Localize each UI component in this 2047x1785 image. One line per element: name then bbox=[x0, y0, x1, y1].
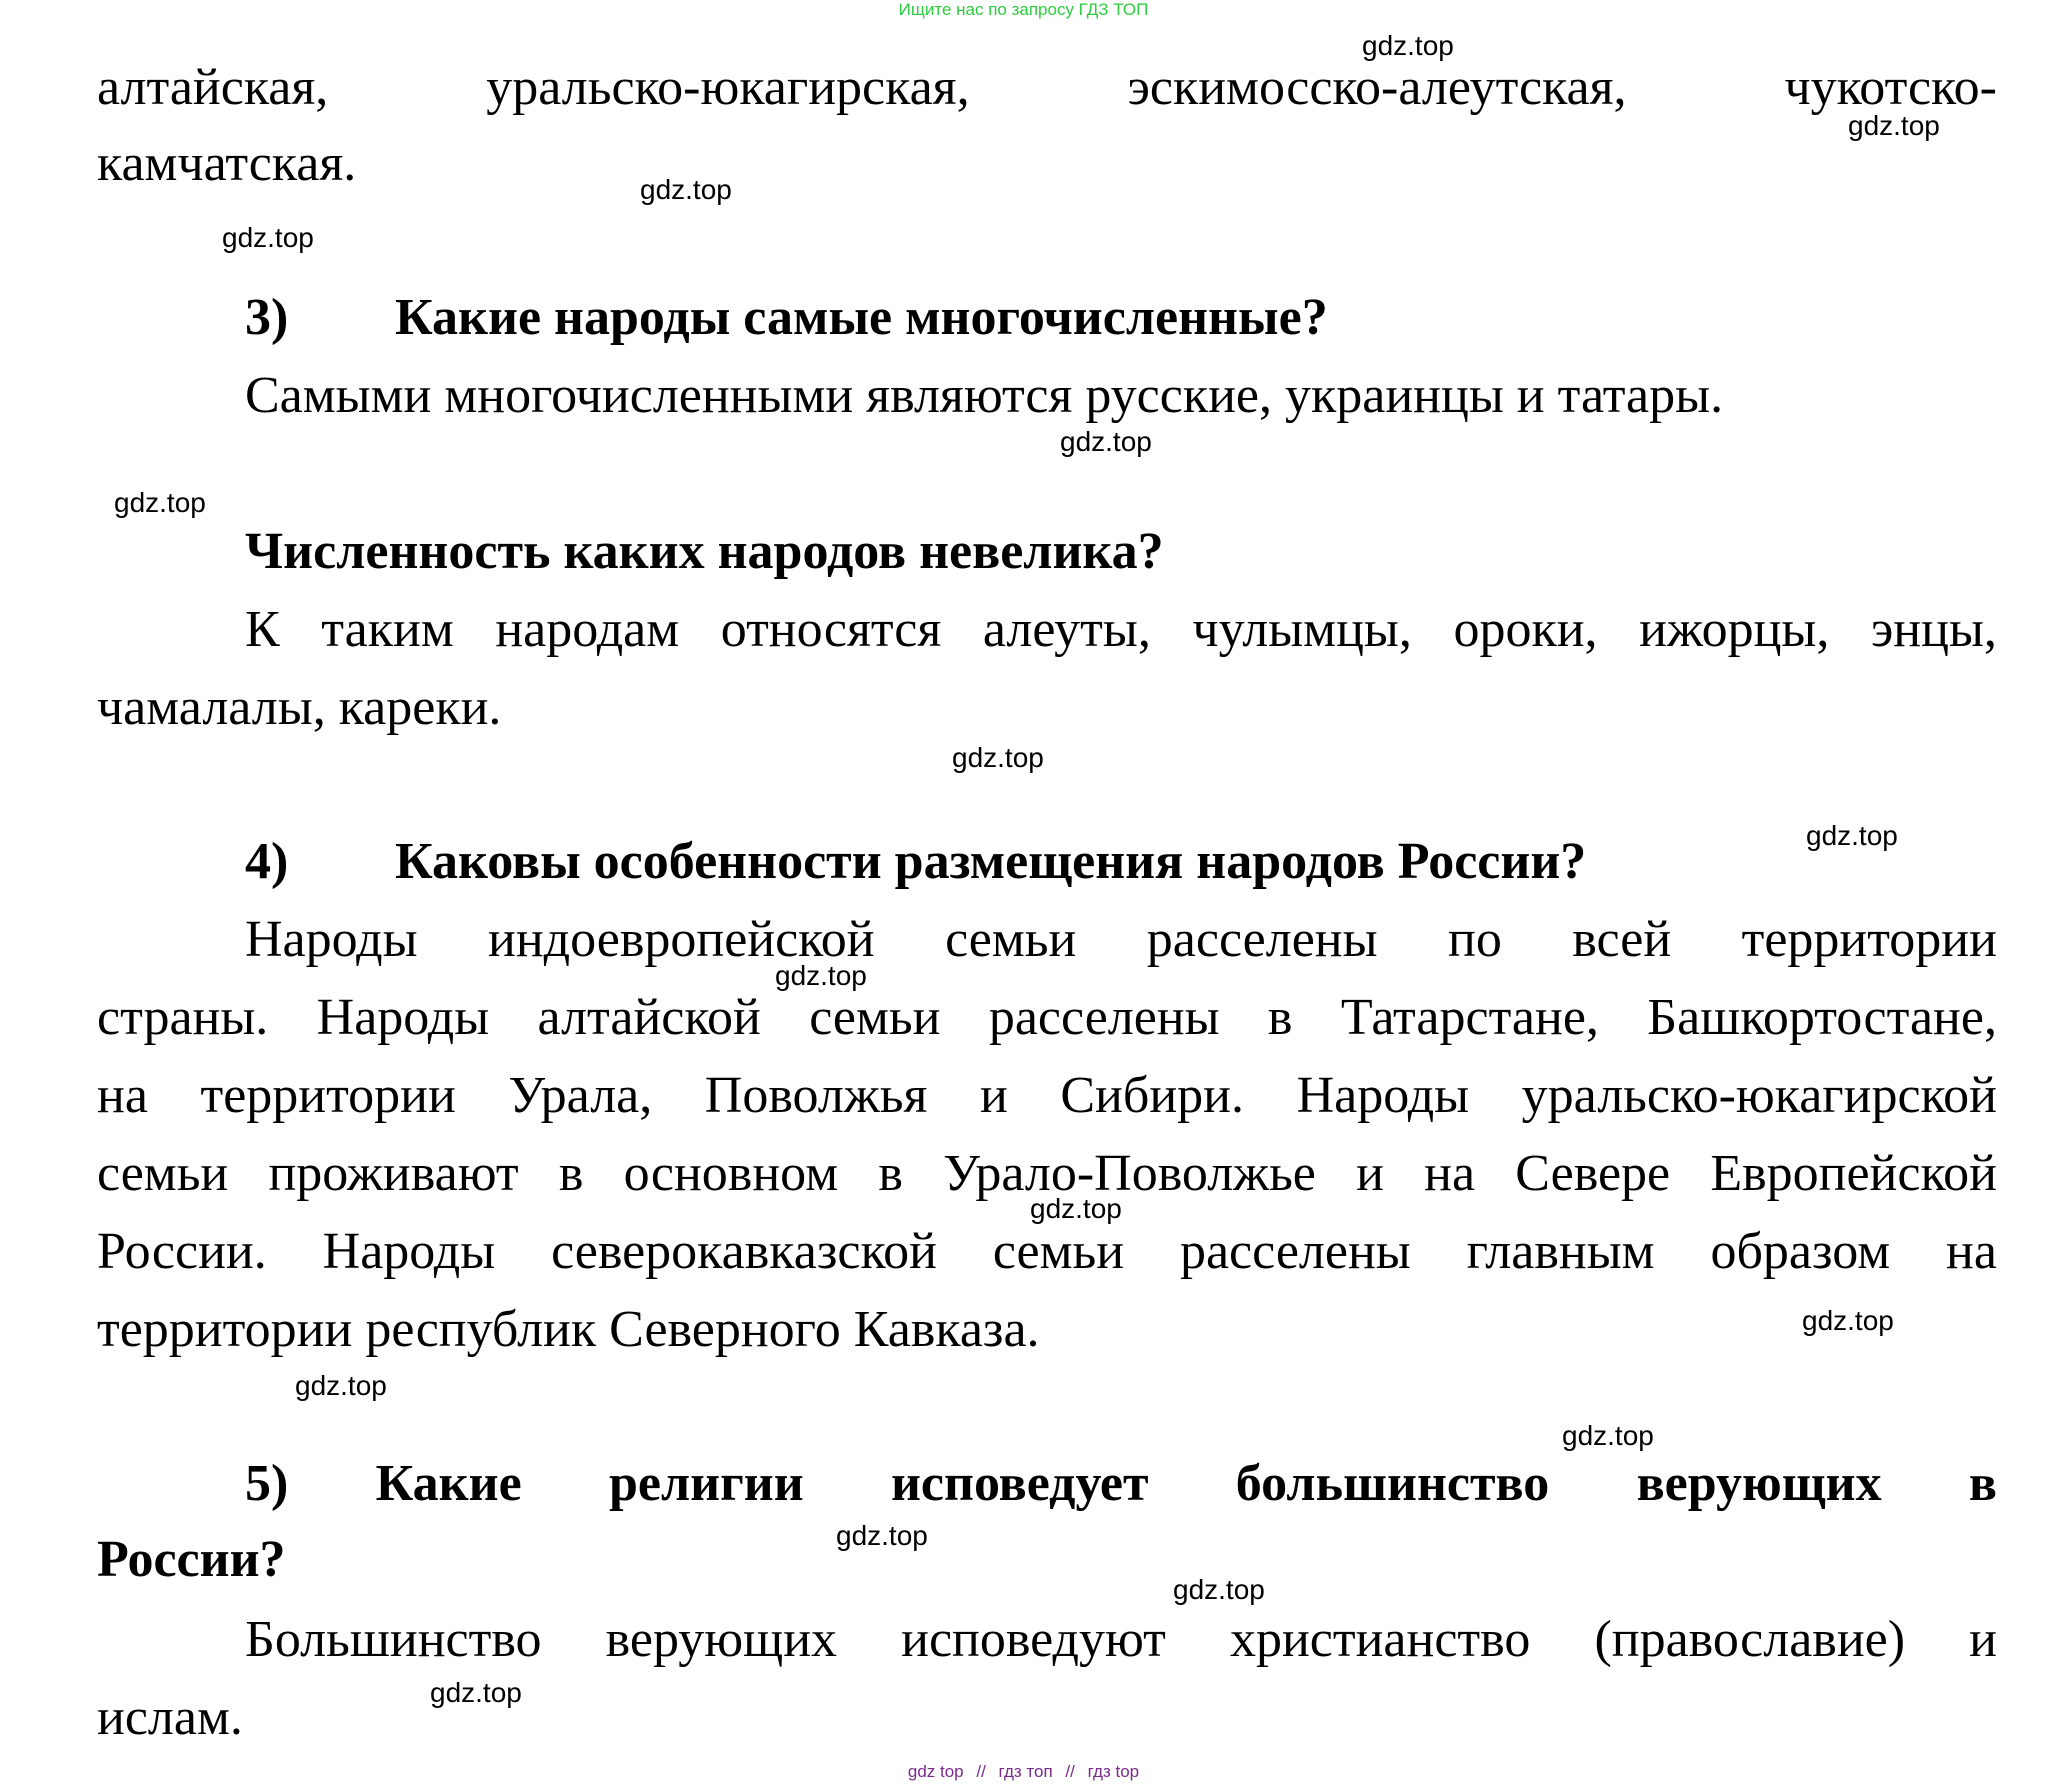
word: ижорцы, bbox=[1639, 601, 1830, 658]
word: на bbox=[97, 1067, 148, 1124]
word: исповедуют bbox=[901, 1611, 1166, 1668]
word: Большинство bbox=[245, 1611, 542, 1668]
word: уральско-юкагирская, bbox=[486, 59, 970, 116]
word: Урала, bbox=[508, 1067, 653, 1124]
question-number: 4) bbox=[245, 833, 289, 890]
word: Народы bbox=[322, 1223, 496, 1280]
word: Народы bbox=[245, 911, 418, 968]
word: чукотско- bbox=[1784, 59, 1997, 116]
answer-5-line-1 bbox=[245, 1610, 1997, 1670]
word: эскимосско-алеутская, bbox=[1127, 59, 1627, 116]
answer-3b-line-2: чамалалы, кареки. bbox=[97, 679, 502, 736]
question-text: Каковы особенности размещения народов России? bbox=[395, 833, 1587, 890]
footer-link[interactable]: гдз top bbox=[1087, 1762, 1140, 1781]
word: и bbox=[1356, 1145, 1384, 1202]
word: Сибири. bbox=[1060, 1067, 1244, 1124]
word: Народы bbox=[1296, 1067, 1470, 1124]
intro-line-2: камчатская. bbox=[97, 135, 357, 192]
word: семьи bbox=[992, 1223, 1125, 1280]
word: большинство bbox=[1235, 1455, 1550, 1512]
intro-line-1 bbox=[97, 58, 1997, 118]
word: таким bbox=[321, 601, 454, 658]
word: христианство bbox=[1229, 1611, 1531, 1668]
answer-4-line-5 bbox=[97, 1222, 1997, 1282]
word: территории bbox=[1741, 911, 1997, 968]
question-number: 5) bbox=[245, 1455, 289, 1512]
answer-5-line-2: ислам. bbox=[97, 1689, 243, 1746]
watermark: gdz.top bbox=[1030, 1193, 1122, 1224]
word: основном bbox=[623, 1145, 839, 1202]
question-5-line-1 bbox=[245, 1454, 1997, 1514]
word: семьи bbox=[945, 911, 1077, 968]
watermark: gdz.top bbox=[1848, 110, 1940, 141]
answer-4-line-2 bbox=[97, 988, 1997, 1048]
word: алеуты, bbox=[982, 601, 1151, 658]
word: исповедует bbox=[890, 1455, 1149, 1512]
word: алтайская, bbox=[97, 59, 329, 116]
answer-4-line-4 bbox=[97, 1144, 1997, 1204]
word: Народы bbox=[316, 989, 490, 1046]
word: на bbox=[1946, 1223, 1997, 1280]
word: Севере bbox=[1515, 1145, 1671, 1202]
question-text: Какие народы самые многочисленные? bbox=[395, 289, 1328, 346]
watermark: gdz.top bbox=[1806, 820, 1898, 851]
footer-link[interactable]: гдз топ bbox=[998, 1762, 1053, 1781]
word: Урало-Поволжье bbox=[943, 1145, 1316, 1202]
word: и bbox=[1969, 1611, 1997, 1668]
question-5-line-2: России? bbox=[97, 1531, 286, 1588]
word: семьи bbox=[97, 1145, 229, 1202]
word: в bbox=[558, 1145, 584, 1202]
word: России. bbox=[97, 1223, 267, 1280]
word: по bbox=[1448, 911, 1502, 968]
watermark: gdz.top bbox=[114, 487, 206, 518]
word: и bbox=[979, 1067, 1008, 1124]
word: Европейской bbox=[1710, 1145, 1997, 1202]
watermark: gdz.top bbox=[640, 174, 732, 205]
watermark: gdz.top bbox=[1362, 30, 1454, 61]
watermark: gdz.top bbox=[1802, 1305, 1894, 1336]
watermark: gdz.top bbox=[1562, 1420, 1654, 1451]
watermark: gdz.top bbox=[1060, 426, 1152, 457]
answer-3b-line-1 bbox=[245, 600, 1997, 660]
question-3 bbox=[245, 288, 1997, 348]
answer-4-line-6: территории республик Северного Кавказа. bbox=[97, 1301, 1040, 1358]
word: ороки, bbox=[1453, 601, 1598, 658]
answer-4-line-1 bbox=[245, 910, 1997, 970]
word: верующих bbox=[605, 1611, 838, 1668]
word: проживают bbox=[268, 1145, 519, 1202]
footer-separator: // bbox=[976, 1762, 986, 1781]
word: народам bbox=[495, 601, 680, 658]
word: К bbox=[245, 601, 280, 658]
word: северокавказской bbox=[551, 1223, 937, 1280]
word: в bbox=[1968, 1455, 1997, 1512]
word: Татарстане, bbox=[1340, 989, 1599, 1046]
word: Какие bbox=[375, 1455, 522, 1512]
top-banner[interactable]: Ищите нас по запросу ГДЗ ТОП bbox=[898, 0, 1149, 19]
word: относятся bbox=[720, 601, 942, 658]
word: расселены bbox=[988, 989, 1220, 1046]
word: семьи bbox=[809, 989, 941, 1046]
word: уральско-юкагирской bbox=[1521, 1067, 1997, 1124]
watermark: gdz.top bbox=[775, 960, 867, 991]
watermark: gdz.top bbox=[222, 222, 314, 253]
word: верующих bbox=[1636, 1455, 1882, 1512]
word: территории bbox=[200, 1067, 456, 1124]
watermark: gdz.top bbox=[952, 742, 1044, 773]
word: в bbox=[878, 1145, 903, 1202]
word: главным bbox=[1466, 1223, 1655, 1280]
word: всей bbox=[1572, 911, 1672, 968]
word: образом bbox=[1710, 1223, 1891, 1280]
footer bbox=[0, 1762, 2047, 1782]
word: в bbox=[1267, 989, 1293, 1046]
word: Поволжья bbox=[704, 1067, 928, 1124]
word: расселены bbox=[1146, 911, 1378, 968]
word: алтайской bbox=[537, 989, 761, 1046]
word: страны. bbox=[97, 989, 269, 1046]
watermark: gdz.top bbox=[295, 1370, 387, 1401]
answer-3: Самыми многочисленными являются русские, украинцы и татары. bbox=[245, 367, 1724, 424]
word: Башкортостане, bbox=[1647, 989, 1997, 1046]
question-3b: Численность каких народов невелика? bbox=[245, 523, 1164, 580]
word: энцы, bbox=[1870, 601, 1997, 658]
word: индоевропейской bbox=[487, 911, 875, 968]
watermark: gdz.top bbox=[836, 1520, 928, 1551]
footer-separator: // bbox=[1065, 1762, 1075, 1781]
question-4 bbox=[245, 832, 1997, 892]
word: чулымцы, bbox=[1192, 601, 1412, 658]
question-number: 3) bbox=[245, 289, 289, 346]
answer-4-line-3 bbox=[97, 1066, 1997, 1126]
word: расселены bbox=[1179, 1223, 1411, 1280]
word: (православие) bbox=[1594, 1611, 1906, 1668]
footer-link[interactable]: gdz top bbox=[907, 1762, 964, 1781]
watermark: gdz.top bbox=[430, 1677, 522, 1708]
word: религии bbox=[608, 1455, 804, 1512]
word: на bbox=[1424, 1145, 1476, 1202]
watermark: gdz.top bbox=[1173, 1574, 1265, 1605]
